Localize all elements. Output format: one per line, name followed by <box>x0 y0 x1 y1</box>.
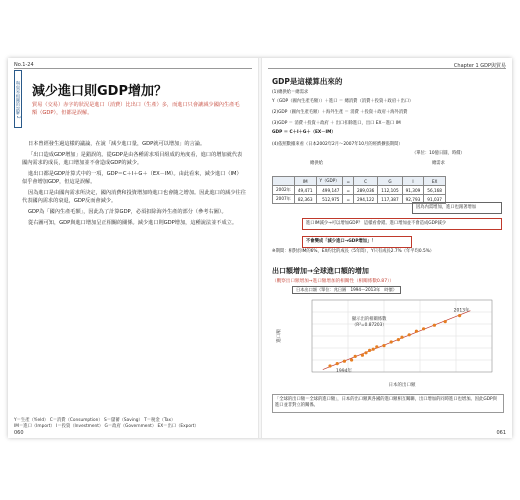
end-label: 2013年 <box>453 308 470 314</box>
data-point <box>400 336 403 339</box>
start-label: 1994年 <box>336 369 352 374</box>
table-header: I <box>402 177 424 186</box>
chapter-tab: 與貿易相關的誤解 2 <box>14 70 22 128</box>
data-point <box>350 358 353 361</box>
explanation-box: 因為內需增加，進口也跟著增加 <box>412 202 502 214</box>
correlation-annotation: 顯示出的相關係數 <box>352 317 387 322</box>
table-row <box>273 186 446 195</box>
paragraph: 進出口都是GDP計算式中的一項，GDP＝C＋I＋G＋（EX－IM）。由此看來，減少進口（IM）似乎會增加GDP，但這是誤解。 <box>22 170 242 186</box>
equation: (1)總供給＝總需求 <box>272 90 309 95</box>
data-point <box>368 349 371 352</box>
equation: GDP ＝ C＋I＋G＋（EX－IM） <box>272 130 336 135</box>
left-page-header: No.1-24 <box>14 62 34 68</box>
chart-note: 「全球的出口額＝全球的進口額」，日本的出口額與各國的進口額相互關聯，出口增加的同時進口也增加。因此GDP與進口並非對立的關係。 <box>272 394 504 413</box>
table-cell: 499,147 <box>316 186 343 195</box>
left-page <box>8 58 258 438</box>
table-cell: 49,471 <box>294 186 316 195</box>
table-header: G <box>378 177 402 186</box>
body-text <box>22 140 246 229</box>
lead-text: 貿易（交易）赤字的狀況是進口（消費）比出口（生產）多，而進口只會讓減少國內生產毛額（GDP），但都是誤解。 <box>32 102 240 116</box>
data-point <box>390 340 393 343</box>
page-number: 060 <box>14 430 24 436</box>
equation: (4)依照數據來看（日本2002年2月～2007年10月的經濟擴張期間） <box>272 142 403 147</box>
data-point <box>408 333 411 336</box>
table-cell: 92,793 <box>402 195 424 204</box>
equation: (3)GDP ＝ 消費＋投資＋政府 ＋ 出口扣除進口，出口 EX－進口 IM <box>272 121 401 126</box>
data-point <box>354 355 357 358</box>
paragraph: GDP為「國內生產毛額」，因此為了計算GDP，必須扣除海外生產的部分（參考右圖）。 <box>28 209 227 216</box>
footnote-line: IM＝進口（Import） I＝投資（Investment） G＝政府（Government） EX＝出口（Export） <box>14 423 199 429</box>
page-number: 061 <box>496 430 506 436</box>
gdp-table <box>272 176 446 204</box>
table-cell: 117,387 <box>378 195 402 204</box>
right-page-header: Chapter 1 GDP與貿易 <box>453 63 506 69</box>
table-header: EX <box>424 177 446 186</box>
table-cell: 82,363 <box>294 195 316 204</box>
data-point <box>397 338 400 341</box>
table-unit: （單位：10億日圓，時價） <box>412 151 465 156</box>
explanation-box: 進口IM減少→可以增加GDP？ 這樣看會錯。進口增加並不會造成GDP減少 <box>302 218 502 230</box>
table-cell: 112,105 <box>378 186 402 195</box>
data-point <box>364 351 367 354</box>
table-cell: 2002年 <box>273 186 295 195</box>
table-cell: 2007年 <box>273 195 295 204</box>
paragraph: 從右圖可知，GDP與進口增加呈正相關的關係。減少進口則GDP增加，這種說法並不成立。 <box>28 219 238 226</box>
table-header <box>273 177 295 186</box>
table-cell: = <box>343 195 354 204</box>
data-point <box>415 330 418 333</box>
data-point <box>422 327 425 330</box>
chart-caption: （觀察出口額增加→進口額增加的相關性（相關係數0.87）） <box>272 279 395 284</box>
table-cell: 56,168 <box>424 186 446 195</box>
header-rule <box>268 68 506 69</box>
table-cell: 289,036 <box>353 186 377 195</box>
x-axis-label: 日本的出口額 <box>388 383 416 388</box>
data-point <box>382 344 385 347</box>
paragraph: 日本曾經發生過這樣的議論，在說「減少進口量，GDP就可以增加」的言論。 <box>28 141 206 147</box>
correlation-annotation: （R²=0.87203） <box>352 323 387 328</box>
scatter-chart <box>272 294 504 392</box>
data-point <box>375 345 378 348</box>
table-header-row <box>273 177 446 186</box>
table-cell: 512,975 <box>316 195 343 204</box>
data-point <box>361 354 364 357</box>
right-page <box>262 58 512 438</box>
demand-label: 總需求 <box>432 161 445 166</box>
table-cell: 294,122 <box>353 195 377 204</box>
equation: Y（GDP（國內生產毛額））＋進口 ＝ 總消費（消費＋投資＋政府＋出口） <box>272 99 414 104</box>
data-point <box>343 360 346 363</box>
data-point <box>336 362 339 365</box>
footnote-line: Y＝生產（Yield） C＝消費（Consumption） S＝儲蓄（Saving） T＝稅金（Tax） <box>14 417 176 423</box>
table-cell: = <box>343 186 354 195</box>
table-cell: 91,309 <box>402 186 424 195</box>
equation: (2)GDP（國內生產毛額）＋海外生產 ＝ 消費 ＋投資＋政府＋海外消費 <box>272 110 408 115</box>
page-title: 減少進口則GDP增加？ <box>32 84 167 99</box>
paragraph: 因為進口是由國內需求所決定，國內消費和投資增加時進口也會隨之增加。因此進口的減少往往代表國內需求的衰退，GDP反而會減少。 <box>22 189 246 205</box>
supply-label: 總供給 <box>310 161 323 166</box>
paragraph: 「出口造成GDP增加」是錯誤的。從GDP是由各種需求項目組成的角度看，進口的增加就代表國內需求的成長，進口增加並不會造成GDP的減少。 <box>22 151 243 167</box>
section-title: GDP是這樣算出來的 <box>272 77 343 86</box>
table-cell: 91,037 <box>424 195 446 204</box>
data-point <box>444 320 447 323</box>
table-header: Y（GDP） <box>316 177 343 186</box>
data-point <box>372 348 375 351</box>
chart-subtitle: 日本出口額（單位：兆日圓 1994～2013年 時價） <box>292 286 401 294</box>
box-note: ※期間：相對於IM的6%，EX約比的成長（5年間），Y只有成長2.7%（年平均0.5%） <box>272 249 435 254</box>
header-rule <box>14 68 252 69</box>
table-header: C <box>353 177 377 186</box>
book-spread <box>8 58 512 438</box>
table-header: = <box>343 177 354 186</box>
data-point <box>458 314 461 317</box>
data-point <box>328 364 331 367</box>
data-point <box>433 324 436 327</box>
section-heading: 出口額增加→全球進口額的增加 <box>272 267 369 275</box>
table-header: IM <box>294 177 316 186</box>
conclusion-box: 不會變成「減少進口→GDP增加」！ <box>302 236 412 248</box>
footnote <box>14 418 199 430</box>
y-axis-label: 進口額 <box>277 329 282 343</box>
